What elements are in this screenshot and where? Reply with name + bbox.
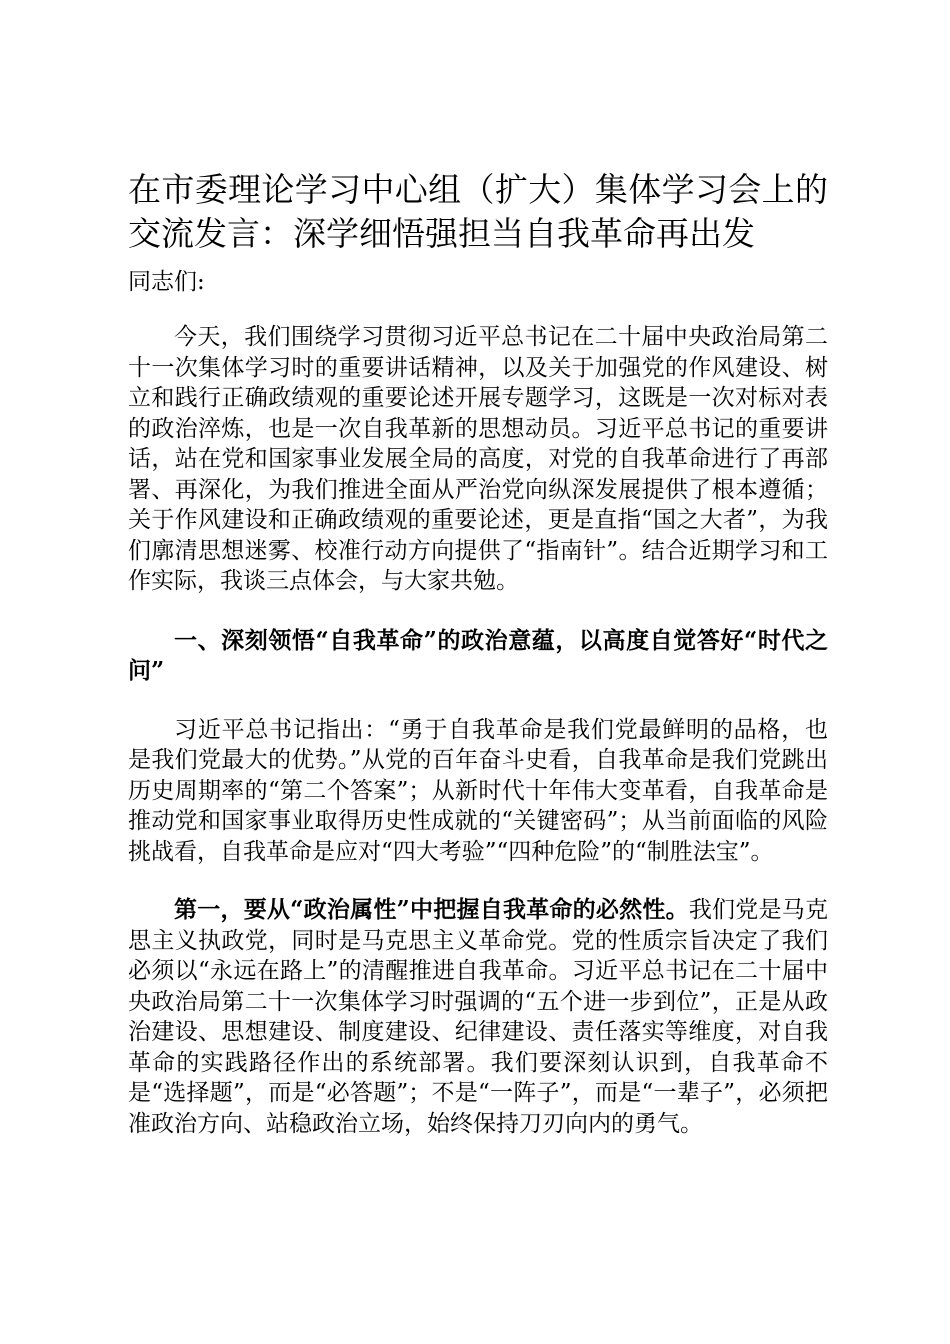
- document-body: [128, 168, 828, 1139]
- intro-paragraph: 今天，我们围绕学习贯彻习近平总书记在二十届中央政治局第二十一次集体学习时的重要讲话精神，以及关于加强党的作风建设、树立和践行正确政绩观的重要论述开展专题学习，这既是一次对标对表的政治淬炼，也是一次自我革新的思想动员。习近平总书记的重要讲话，站在党和国家事业发展全局的高度，对党的自我革命进行了再部署、再深化，为我们推进全面从严治党向纵深发展提供了根本遵循；关于作风建设和正确政绩观的重要论述，更是直指“国之大者”，为我们廓清思想迷雾、校准行动方向提供了“指南针”。结合近期学习和工作实际，我谈三点体会，与大家共勉。: [128, 324, 828, 594]
- point-1-lead: 第一，要从“政治属性”中把握自我革命的必然性。: [174, 896, 689, 923]
- point-1-paragraph: [128, 895, 828, 1139]
- section-1-paragraph: 习近平总书记指出：“勇于自我革命是我们党最鲜明的品格，也是我们党最大的优势。”从党的百年奋斗史看，自我革命是我们党跳出历史周期率的“第二个答案”；从新时代十年伟大变革看，自我革命是推动党和国家事业取得历史性成就的“关键密码”；从当前面临的风险挑战看，自我革命是应对“四大考验”“四种危险”的“制胜法宝”。: [128, 716, 828, 865]
- section-heading-1: 一、深刻领悟“自我革命”的政治意蕴，以高度自觉答好“时代之问”: [128, 626, 828, 684]
- salutation: 同志们:: [128, 269, 205, 295]
- document-title: 在市委理论学习中心组（扩大）集体学习会上的交流发言：深学细悟强担当自我革命再出发: [128, 170, 828, 253]
- point-1-body: 我们党是马克思主义执政党，同时是马克思主义革命党。党的性质宗旨决定了我们必须以“永远在路上”的清醒推进自我革命。习近平总书记在二十届中央政治局第二十一次集体学习时强调的“五个进一步到位”，正是从政治建设、思想建设、制度建设、纪律建设、责任落实等维度，对自我革命的实践路径作出的系统部署。我们要深刻认识到，自我革命不是“选择题”，而是“必答题”；不是“一阵子”，而是“一辈子”，必须把准政治方向、站稳政治立场，始终保持刀刃向内的勇气。: [128, 897, 828, 1137]
